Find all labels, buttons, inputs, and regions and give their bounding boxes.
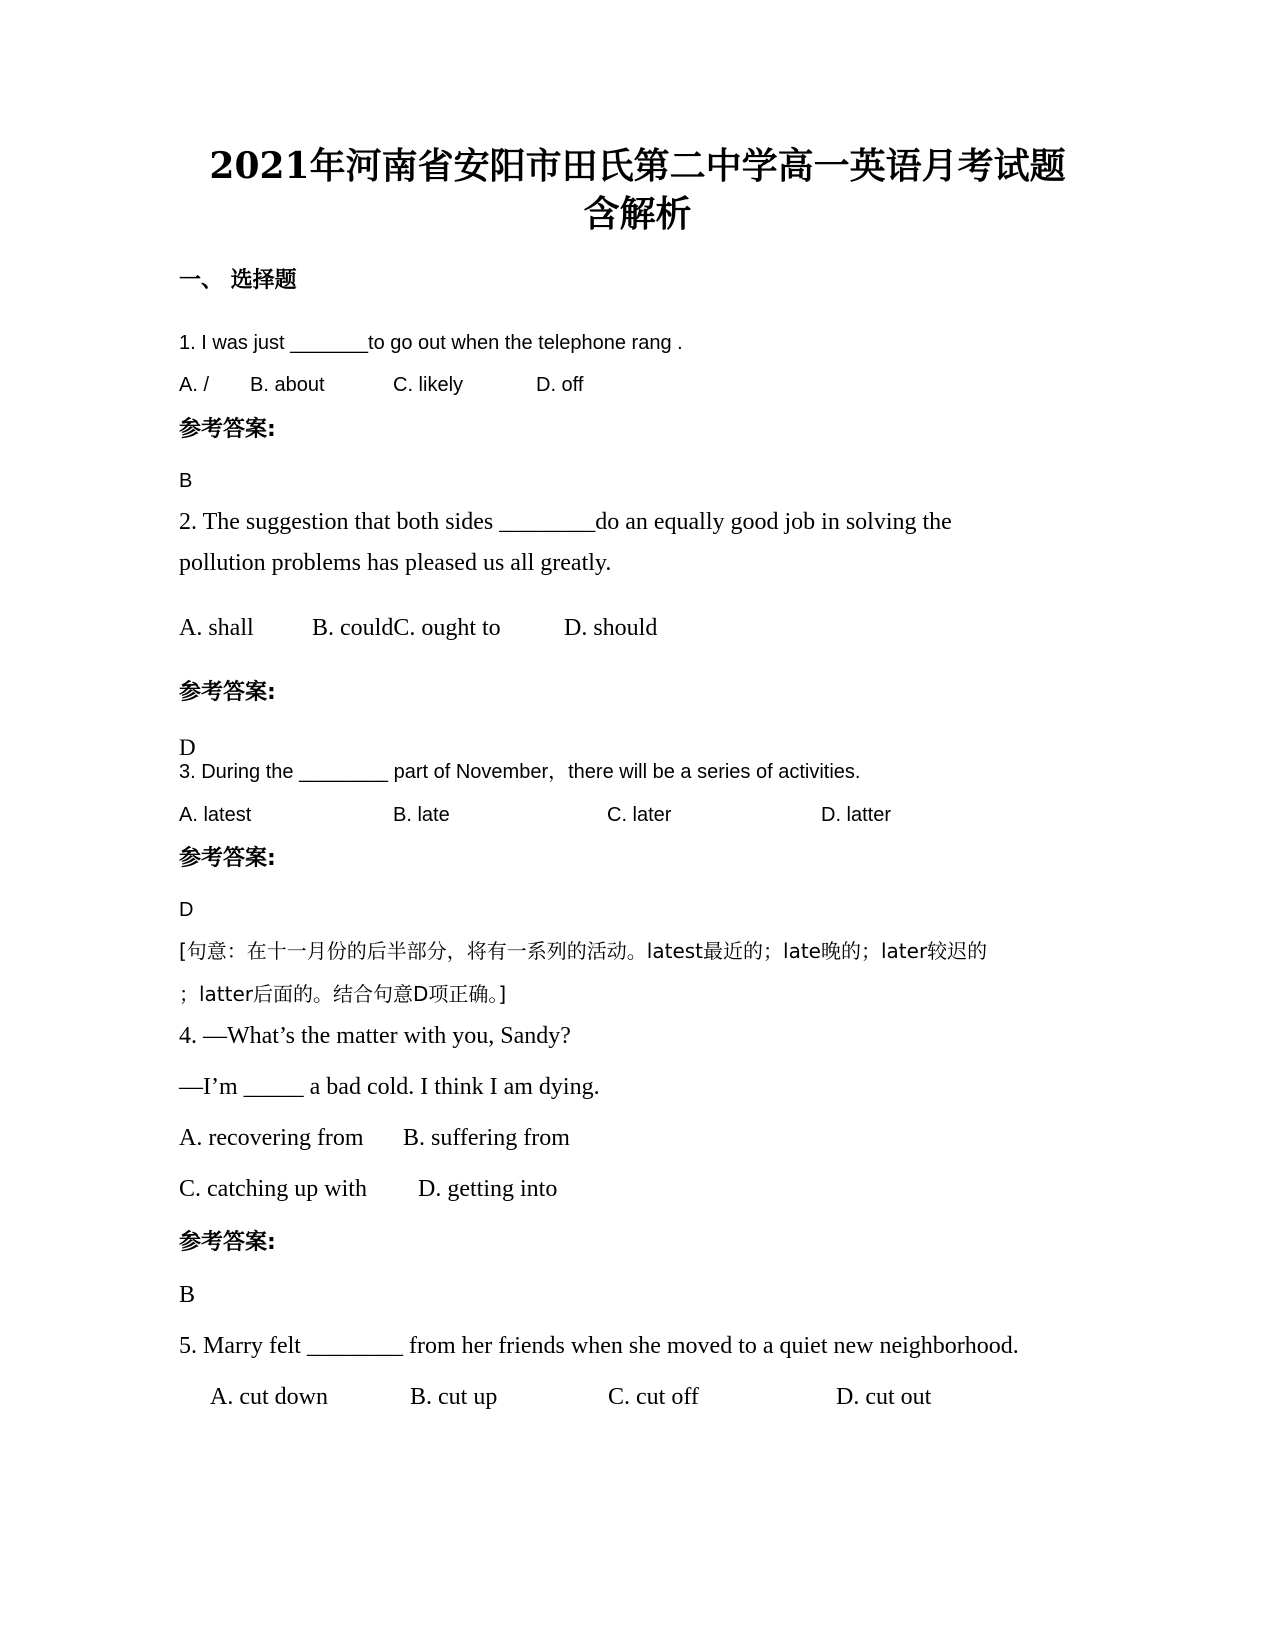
question-5-option-c: C. cut off: [608, 1384, 699, 1410]
question-4-option-a: A. recovering from: [179, 1125, 364, 1151]
question-3-option-a: A. latest: [179, 804, 252, 826]
question-5-option-a: A. cut down: [210, 1384, 328, 1410]
document-title-line1: 2021年河南省安阳市田氏第二中学高一英语月考试题: [209, 145, 1066, 187]
question-1-answer: B: [179, 470, 193, 492]
question-1-option-d: D. off: [536, 374, 584, 396]
question-5-stem: 5. Marry felt ________ from her friends when she moved to a quiet new neighborhood.: [179, 1333, 1019, 1359]
section-heading-choice: 一、 选择题: [179, 268, 297, 293]
question-4-stem-line2: —I’m _____ a bad cold. I think I am dying.: [179, 1074, 600, 1100]
question-5-option-b: B. cut up: [410, 1384, 498, 1410]
question-2-stem-line2: pollution problems has pleased us all greatly.: [179, 550, 612, 576]
question-4-option-d: D. getting into: [418, 1176, 558, 1202]
question-3-explanation-line1: [句意：在十一月份的后半部分，将有一系列的活动。latest最近的；late晚的；later较迟的: [179, 939, 988, 963]
question-3-option-b: B. late: [393, 804, 450, 826]
question-3-explanation-line2: ；latter后面的。结合句意D项正确。]: [179, 982, 507, 1006]
question-2-stem-line1: 2. The suggestion that both sides ________do an equally good job in solving the: [179, 509, 952, 535]
answer-label: 参考答案:: [179, 1230, 276, 1255]
question-4-option-c: C. catching up with: [179, 1176, 367, 1202]
question-2-option-a: A. shall: [179, 615, 254, 641]
question-3-stem: 3. During the ________ part of November，there will be a series of activities.: [179, 761, 861, 783]
question-5-option-d: D. cut out: [836, 1384, 932, 1410]
document-title-line2: 含解析: [583, 193, 692, 235]
question-1-option-a: A. /: [179, 374, 210, 396]
question-4-option-b: B. suffering from: [403, 1125, 570, 1151]
answer-label: 参考答案:: [179, 846, 276, 871]
question-1-option-b: B. about: [250, 374, 325, 396]
question-1-option-c: C. likely: [393, 374, 464, 396]
answer-label: 参考答案:: [179, 680, 276, 705]
answer-label: 参考答案:: [179, 417, 276, 442]
question-4-answer: B: [179, 1282, 196, 1308]
question-3-option-c: C. later: [607, 804, 672, 826]
question-1-stem: 1. I was just _______to go out when the telephone rang .: [179, 332, 683, 354]
question-2-option-d: D. should: [564, 615, 658, 641]
question-3-option-d: D. latter: [821, 804, 892, 826]
question-3-answer: D: [179, 899, 194, 921]
question-4-stem-line1: 4. —What’s the matter with you, Sandy?: [179, 1023, 571, 1049]
question-2-option-bc: B. couldC. ought to: [312, 615, 501, 641]
question-2-answer: D: [179, 735, 196, 760]
